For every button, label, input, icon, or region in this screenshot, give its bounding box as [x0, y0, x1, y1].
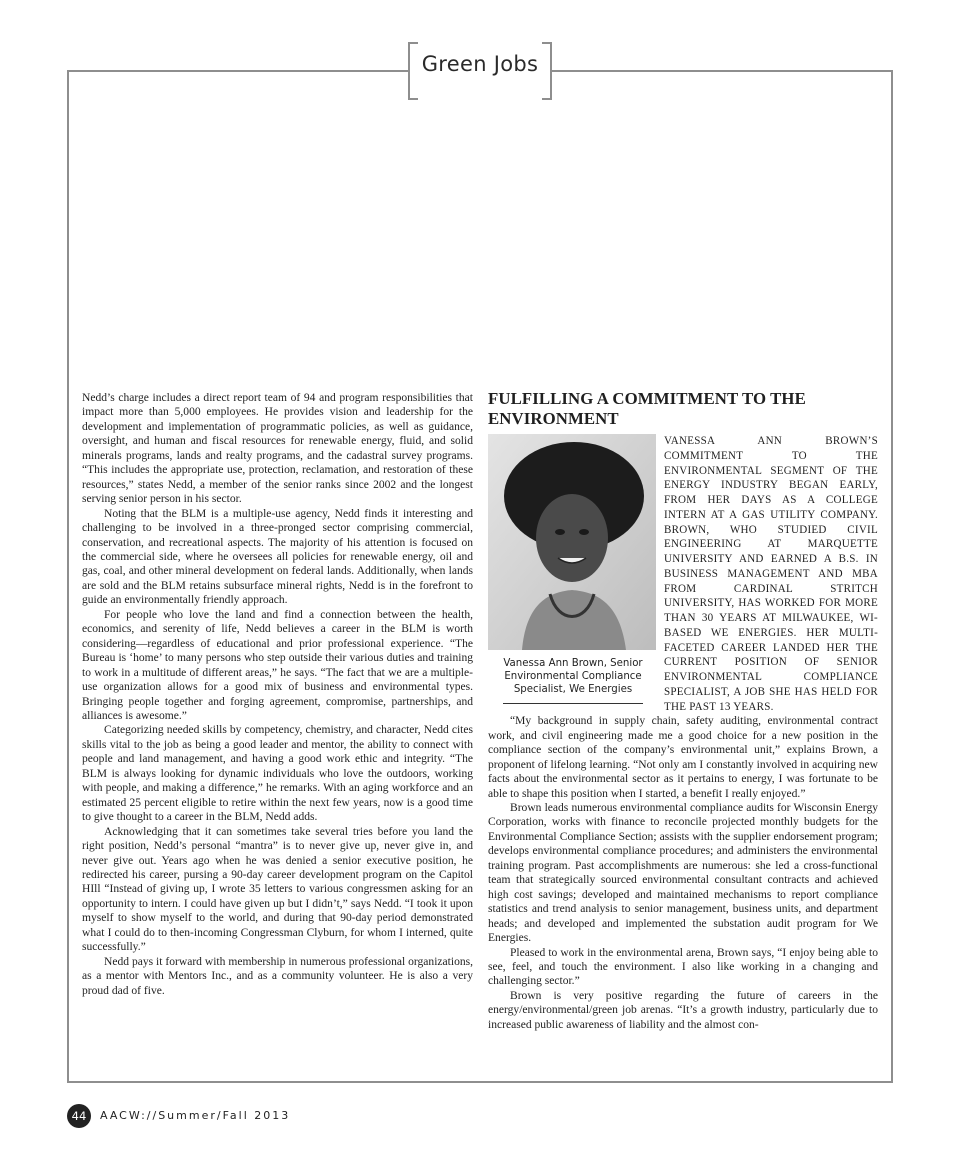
- paragraph: Nedd pays it forward with membership in numerous professional organizations, as a mentor with Mentors Inc., and as a community volunteer. He is also a very proud dad of five.: [82, 955, 473, 997]
- photo-figure: [488, 434, 658, 704]
- portrait-illustration: [488, 434, 656, 650]
- section-title: Green Jobs: [421, 52, 539, 76]
- paragraph: “My background in supply chain, safety auditing, environmental contract work, and civil engineering made me a good choice for a new position in the compliance section of the company’s environmental unit,” explains Brown, a proponent of lifelong learning. “Not only am I constantly involved in acquiring new facts about the environmental sector as it pertains to energy, I was fortunate to be able to shape this position when I started, a benefit I really enjoyed.”: [488, 715, 878, 800]
- photo-caption: Vanessa Ann Brown, Senior Environmental Compliance Specialist, We Energies: [503, 650, 643, 704]
- paragraph: Noting that the BLM is a multiple-use agency, Nedd finds it interesting and challenging to be involved in a three-pronged sector comprising commercial, conservation, and recreational aspects. The majority of his attention is focused on the commercial side, where he oversees all policies for renewable energy, oil and gas, coal, and other mineral development on federal lands. Additionally, when lands are sold and the BLM retains subsurface mineral rights, Nedd is in the forefront to guide an environmentally friendly approach.: [82, 507, 473, 607]
- paragraph: Nedd’s charge includes a direct report team of 94 and program responsibilities that impact more than 5,000 employees. He provides vision and leadership for the development and implementation of programmatic policies, as well as guidance, oversight, and human and fiscal resources for renewable energy, fluid, and solid minerals programs, lands and realty programs, and the cadastral survey programs. “This includes the appropriate use, protection, reclamation, and restoration of these resources,” states Nedd, a member of the senior ranks since 2002 and the longest serving senior person in his sector.: [82, 392, 473, 506]
- right-bracket: [542, 42, 552, 100]
- paragraph: Acknowledging that it can sometimes take several tries before you land the right position, Nedd’s personal “mantra” is to never give up, never give in, and never give out. Years ago when he was denied a senior executive position, he redirected his career, pursing a 90-day career development program on the Capitol HIll “Instead of giving up, I wrote 35 letters to various congressmen asking for an opportunity to intern. I could have given up but I didn’t,” says Nedd. “I took it upon myself to show myself to the world, and during that 90-day period demonstrated what I could do to then-incoming Congressman Clyburn, for whom I interned, quite successfully.”: [82, 825, 473, 954]
- paragraph: Brown leads numerous environmental compliance audits for Wisconsin Energy Corporation, works with finance to reconcile projected monthly budgets for the Environmental Compliance Section; assists with the supplier endorsement program; develops environmental compliance procedures; and administers the environmental training program. Past accomplishments are numerous: she led a cross-functional team that strategically sourced environmental consultant contracts and achieved high cost savings; developed and maintained mechanisms to report compliance statistics and trend analysis to senior management, business units, and department heads; and developed and implemented the substation audit program for We Energies.: [488, 801, 878, 945]
- article-headline: FULFILLING A COMMITMENT TO THE ENVIRONMENT: [488, 389, 806, 428]
- left-column: [82, 391, 473, 998]
- paragraph: For people who love the land and find a connection between the health, economics, and serenity of life, Nedd believes a career in the BLM is worth considering—regardless of educational and prior professional experience. “The Bureau is ‘home’ to many persons who step outside their various duties and training to work in a multitude of different areas,” he says. “The fact that we are a multiple-use organization allows for a good mix of business and environmental types. Bringing people together and forging agreement, compromise, partnerships, and alliances is awesome.”: [82, 608, 473, 722]
- paragraph: Brown is very positive regarding the future of careers in the energy/environmental/green job arenas. “It’s a growth industry, particularly due to increased public awareness of liability and the almost con-: [488, 989, 878, 1031]
- right-column: [488, 389, 878, 1032]
- page-number: 44: [67, 1104, 91, 1128]
- publication-name: AACW://Summer/Fall 2013: [100, 1109, 291, 1122]
- intro-paragraph: VANESSA ANN BROWN’S COMMITMENT TO THE ENVIRONMENTAL SEGMENT OF THE ENERGY INDUSTRY BEGAN EARLY, FROM HER DAYS AS A COLLEGE INTERN AT A GAS UTILITY COMPANY. BROWN, WHO STUDIED CIVIL ENGINEERING AT MARQUETTE UNIVERSITY AND EARNED A B.S. IN BUSINESS MANAGEMENT AND MBA FROM CARDINAL STRITCH UNIVERSITY, HAS WORKED FOR MORE THAN 30 YEARS AT MILWAUKEE, WI-BASED WE ENERGIES. HER MULTI-FACETED CAREER LANDED HER THE CURRENT POSITION OF SENIOR ENVIRONMENTAL COMPLIANCE SPECIALIST, A JOB SHE HAS HELD FOR THE PAST 13 YEARS.: [664, 435, 878, 713]
- paragraph: Pleased to work in the environmental arena, Brown says, “I enjoy being able to see, feel, and touch the environment. I also like working in a changing and challenging sector.”: [488, 946, 878, 988]
- section-header: [408, 42, 552, 100]
- portrait-photo: [488, 434, 656, 650]
- paragraph: Categorizing needed skills by competency, chemistry, and character, Nedd cites skills vital to the job as being a good leader and mentor, the ability to connect with people and land management, and having a good work ethic and integrity. “The BLM is always looking for dynamic individuals who love the outdoors, working with people, and making a difference,” he remarks. With an aging workforce and an estimated 25 percent eligible to retire within the next few years, now is a good time to give thought to a career in the BLM, Nedd adds.: [82, 724, 473, 824]
